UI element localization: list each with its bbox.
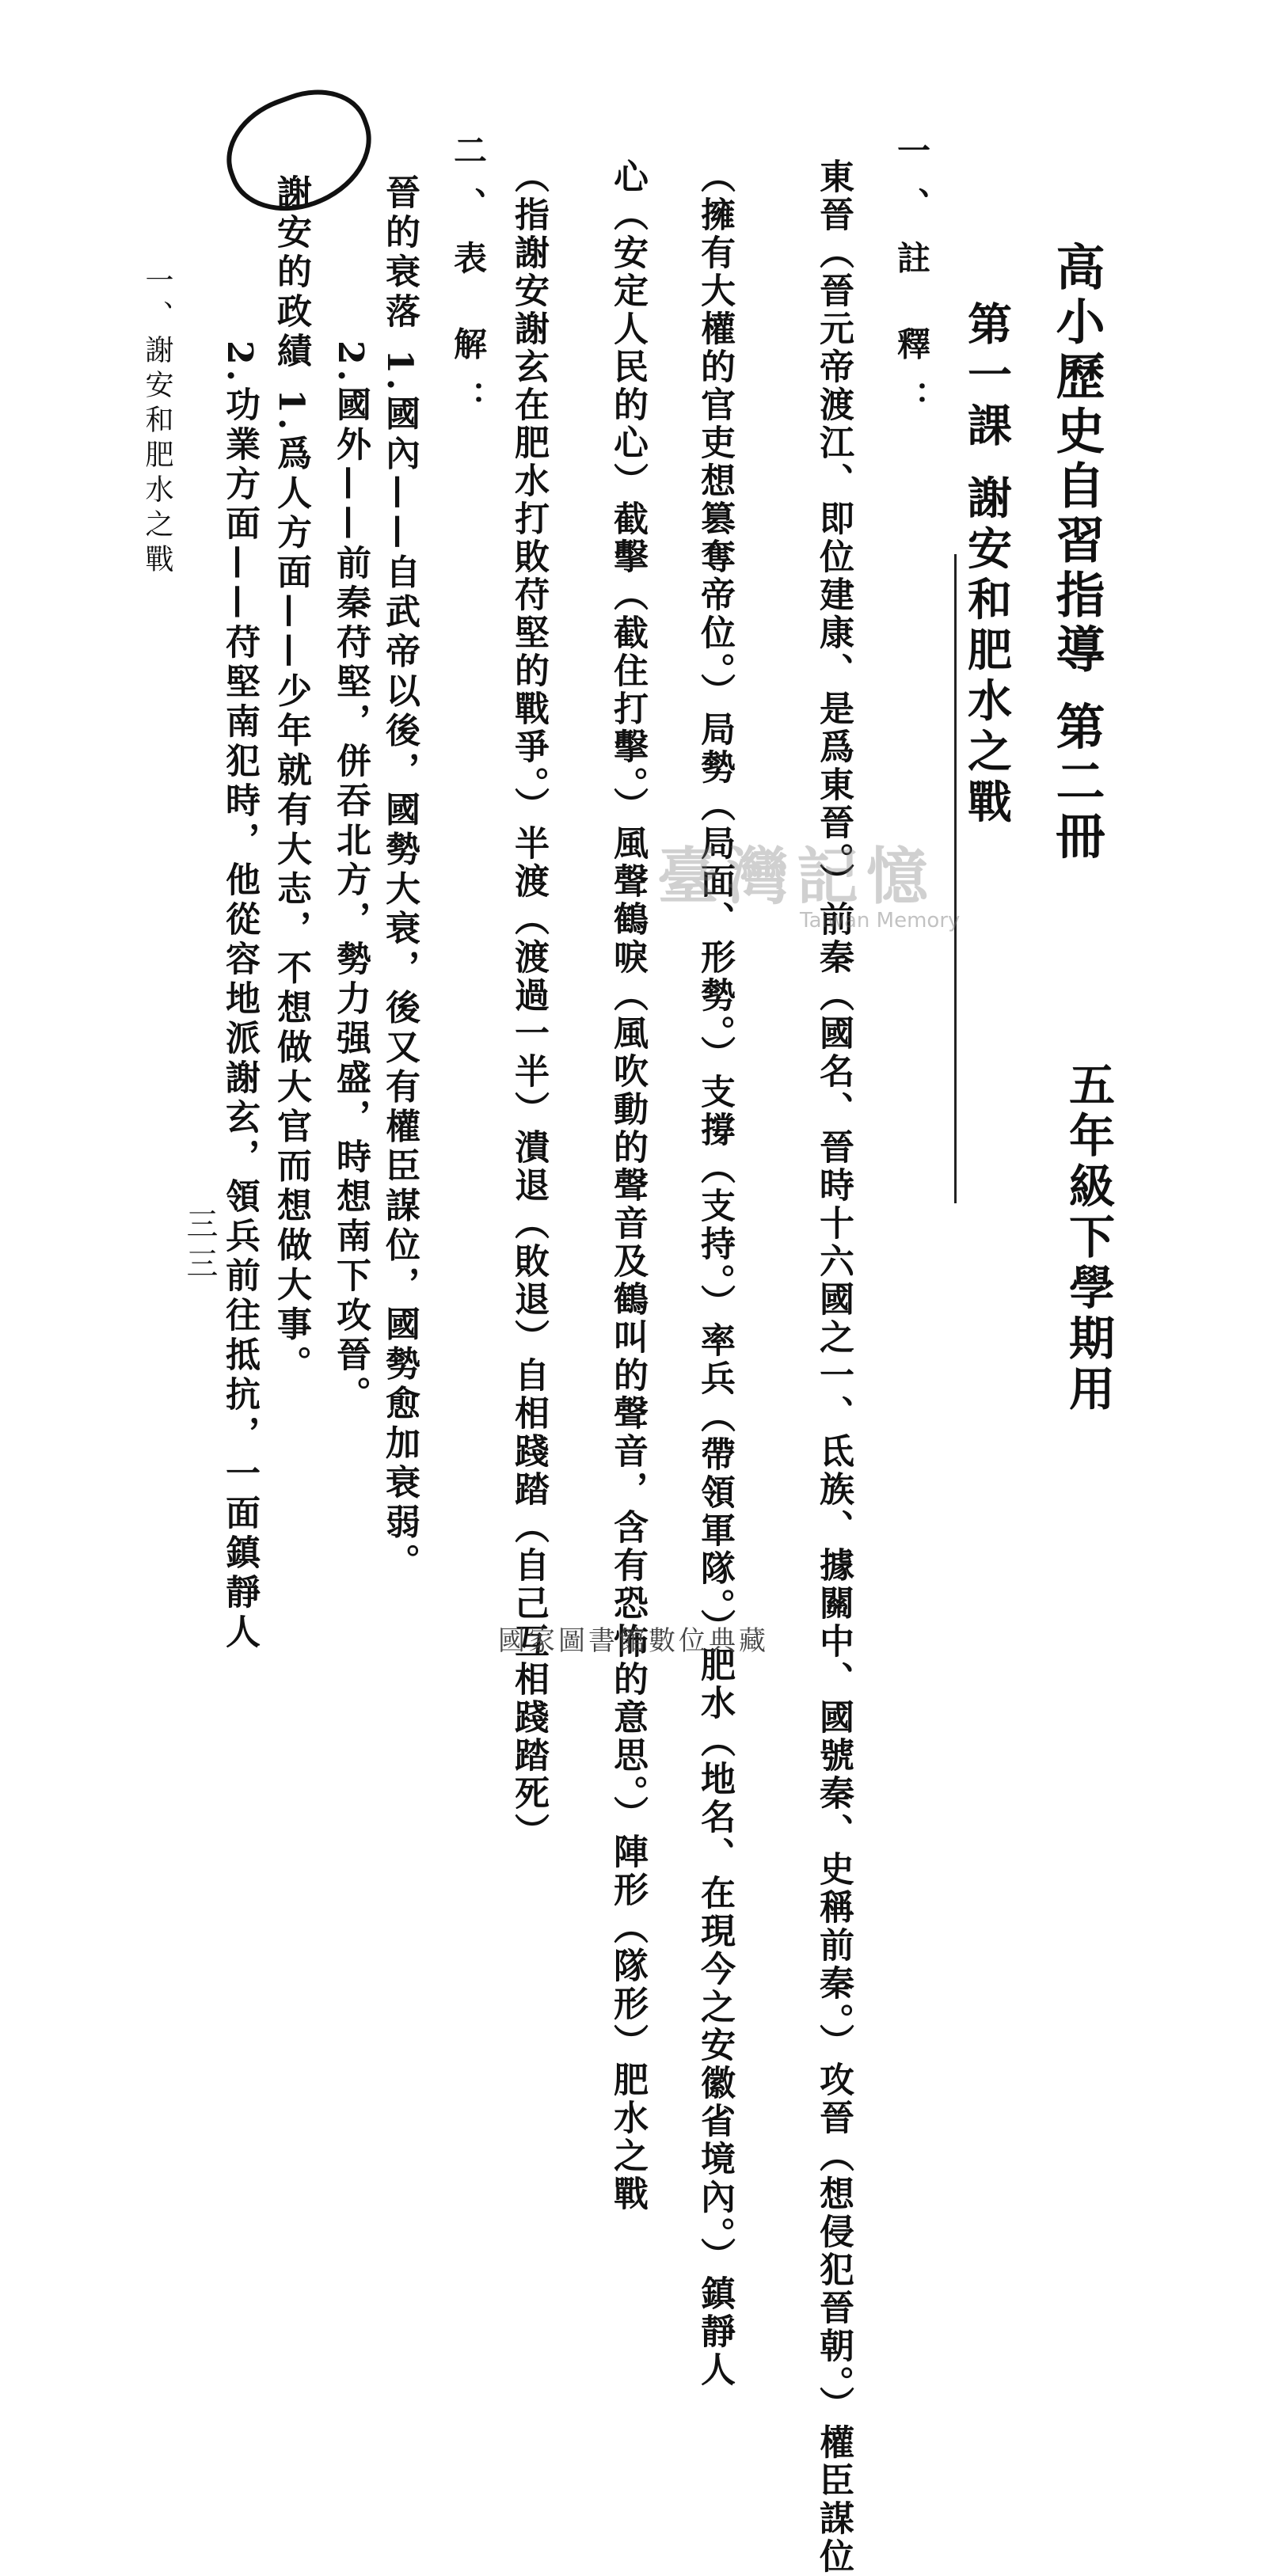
page-number: 三三 (181, 1207, 218, 1286)
section-annotations-heading: 一、註 釋： (892, 133, 931, 435)
watermark-logo: 臺灣記憶 (657, 841, 937, 913)
handwritten-circle-mark (211, 73, 388, 229)
footer-credit: 國家圖書館數位典藏 (498, 1625, 769, 1657)
section-table-heading: 二、表 解： (449, 133, 488, 435)
lesson-title: 第一課 謝安和肥水之戰 (961, 301, 1013, 830)
table-line: 晉的衰落 1.國內——自武帝以後，國勢大衰，後又有權臣謀位，國勢愈加衰弱。 (379, 174, 420, 1583)
underline-rule (954, 554, 957, 1203)
annotation-line: 心（安定人民的心）截擊（截住打擊。）風聲鶴唳（風吹動的聲音及鶴叫的聲音，含有恐怖的意思。）陣形（隊形）肥水之戰 (607, 158, 648, 2213)
watermark-logo-en: Taiwan Memory (800, 909, 961, 933)
table-line: 2.國外——前秦苻堅，併吞北方，勢力强盛，時想南下攻晉。 (330, 340, 371, 1415)
grade-label: 五年級下學期用 (1061, 1061, 1115, 1415)
table-line: 謝安的政績 1.爲人方面——少年就有大志，不想做大官而想做大事。 (271, 174, 311, 1385)
annotation-line: （指謝安謝玄在肥水打敗苻堅的戰爭。）半渡（渡過一半）潰退（敗退）自相踐踏（自己互相踐踏死） (508, 158, 549, 1851)
running-header: 一、謝安和肥水之戰 (141, 265, 173, 579)
book-title: 高小歷史自習指導 第二冊 (1048, 241, 1105, 865)
annotation-line: 東晉（晉元帝渡江、即位建康、是爲東晉。）前秦（國名、晉時十六國之一、氐族、據關中、國號秦、史稱前秦。）攻晉（想侵犯晉朝。）權臣謀位 (813, 158, 854, 2576)
table-line: 2.功業方面——苻堅南犯時，他從容地派謝玄，領兵前往抵抗，一面鎮靜人 (219, 340, 260, 1653)
annotation-line: （擁有大權的官吏想篡奪帝位。）局勢（局面、形勢。）支撐（支持。）率兵（帶領軍隊。）肥水（地名、在現今之安徽省境內。）鎮靜人 (694, 158, 735, 2389)
